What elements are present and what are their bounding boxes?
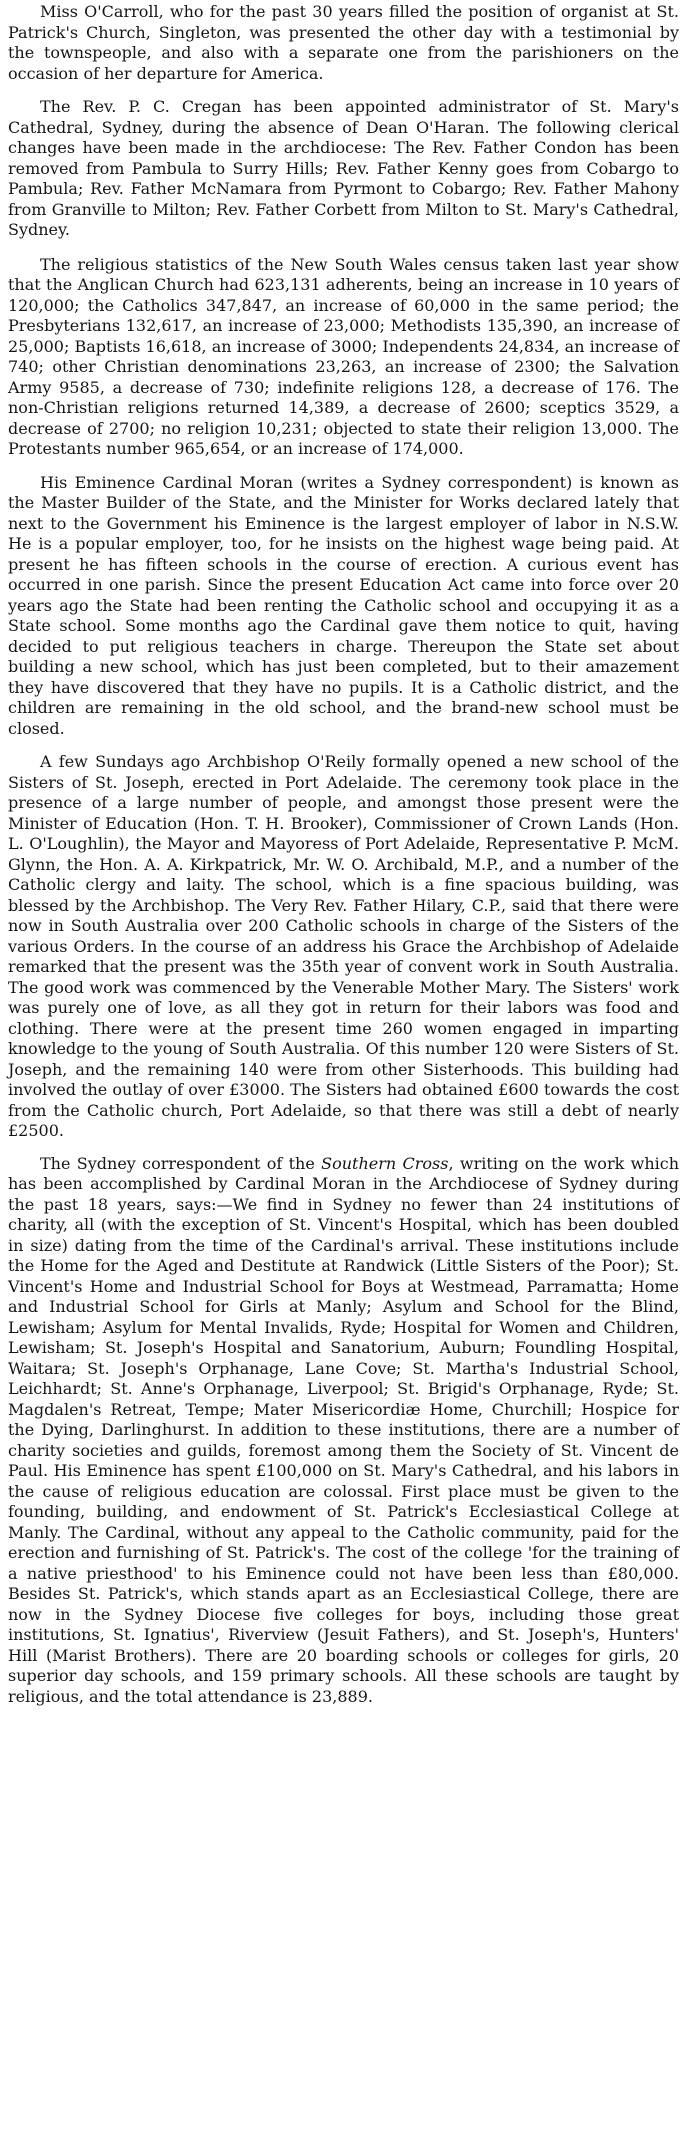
paragraph-intro-text: The Sydney correspondent of the [40,1153,322,1173]
paragraph-port-adelaide-school: A few Sundays ago Archbishop O'Reily formally opened a new school of the Sisters of St. Joseph, erected in Port Adelaide. The ceremony took place in the presence of a large number of people, and amongst those present were the Minister of Education (Hon. T. H. Brooker), Commissioner of Crown Lands (Hon. L. O'Loughlin), the Mayor and Mayoress of Port Adelaide, Representative P. McM. Glynn, the Hon. A. A. Kirkpatrick, Mr. W. O. Archibald, M.P., and a number of the Catholic clergy and laity. The school, which is a fine spacious building, was blessed by the Archbishop. The Very Rev. Father Hilary, C.P., said that there were now in South Australia over 200 Catholic schools in charge of the Sisters of the various Orders. In the course of an address his Grace the Archbishop of Adelaide remarked that the present was the 35th year of convent work in South Australia. The good work was commenced by the Venerable Mother Mary. The Sisters' work was purely one of love, as all they got in return for their labors was food and clothing. There were at the present time 260 women engaged in imparting knowledge to the young of South Australia. Of this number 120 were Sisters of St. Joseph, and the remaining 140 were from other Sisterhoods. This building had involved the outlay of over £3000. The Sisters had obtained £600 towards the cost from the Catholic church, Port Adelaide, so that there was still a debt of nearly £2500. [8,752,679,1140]
paragraph-body-text: , writing on the work which has been accomplished by Cardinal Moran in the Archdiocese of Sydney during the past 18 years, says:—We find in Sydney no fewer than 24 institutions of charity, all (with the exception of St. Vincent's Hospital, which has been doubled in size) dating from the time of the Cardinal's arrival. These institutions include the Home for the Aged and Destitute at Randwick (Little Sisters of the Poor); St. Vincent's Home and Industrial School for Boys at Westmead, Parramatta; Home and Industrial School for Girls at Manly; Asylum and School for the Blind, Lewisham; Asylum for Mental Invalids, Ryde; Hospital for Women and Children, Lewisham; St. Joseph's Hospital and Sanatorium, Auburn; Foundling Hospital, Waitara; St. Joseph's Orphanage, Lane Cove; St. Martha's Industrial School, Leichhardt; St. Anne's Orphanage, Liverpool; St. Brigid's Orphanage, Ryde; St. Magdalen's Retreat, Tempe; Mater Misericordiæ Home, Churchill; Hospice for the Dying, Darlinghurst. In addition to these institutions, there are a number of charity societies and guilds, foremost among them the Society of St. Vincent de Paul. His Eminence has spent £100,000 on St. Mary's Cathedral, and his labors in the cause of religious education are colossal. First place must be given to the founding, building, and endowment of St. Patrick's Ecclesiastical College at Manly. The Cardinal, without any appeal to the Catholic community, paid for the erection and furnishing of St. Patrick's. The cost of the college 'for the training of a native priesthood' to his Eminence could not have been less than £80,000. Besides St. Patrick's, which stands apart as an Ecclesiastical College, there are now in the Sydney Diocese five colleges for boys, including those great institutions, St. Ignatius', Riverview (Jesuit Fathers), and St. Joseph's, Hunters' Hill (Marist Brothers). There are 20 boarding schools or colleges for girls, 20 superior day schools, and 159 primary schools. All these schools are taught by religious, and the total attendance is 23,889. [8,1153,679,1706]
paragraph-sydney-institutions [8,1154,679,1708]
paragraph-cardinal-moran-builder: His Eminence Cardinal Moran (writes a Sydney correspondent) is known as the Master Builder of the State, and the Minister for Works declared lately that next to the Government his Eminence is the largest employer of labor in N.S.W. He is a popular employer, too, for he insists on the highest wage being paid. At present he has fifteen schools in the course of erection. A curious event has occurred in one parish. Since the present Education Act came into force over 20 years ago the State had been renting the Catholic school and occupying it as a State school. Some months ago the Cardinal gave them notice to quit, having decided to put religious teachers in charge. Thereupon the State set about building a new school, which has just been completed, but to their amazement they have discovered that they have no pupils. It is a Catholic district, and the children are remaining in the old school, and the brand-new school must be closed. [8,472,679,738]
newspaper-title-southern-cross: Southern Cross [321,1153,449,1173]
paragraph-clerical-changes: The Rev. P. C. Cregan has been appointed administrator of St. Mary's Cathedral, Sydney, during the absence of Dean O'Haran. The following clerical changes have been made in the archdiocese: The Rev. Father Condon has been removed from Pambula to Surry Hills; Rev. Father Kenny goes from Cobargo to Pambula; Rev. Father McNamara from Pyrmont to Cobargo; Rev. Father Mahony from Granville to Milton; Rev. Father Corbett from Milton to St. Mary's Cathedral, Sydney. [8,97,679,239]
paragraph-organist-testimonial: Miss O'Carroll, who for the past 30 years filled the position of organist at St. Patrick's Church, Singleton, was presented the other day with a testimonial by the townspeople, and also with a separate one from the parishioners on the occasion of her departure for America. [8,2,679,83]
paragraph-religious-statistics: The religious statistics of the New South Wales census taken last year show that the Anglican Church had 623,131 adherents, being an increase in 10 years of 120,000; the Catholics 347,847, an increase of 60,000 in the same period; the Presbyterians 132,617, an increase of 23,000; Methodists 135,390, an increase of 25,000; Baptists 16,618, an increase of 3000; Independents 24,834, an increase of 740; other Christian denominations 23,263, an increase of 2300; the Salvation Army 9585, a decrease of 730; indefinite religions 128, a decrease of 176. The non-Christian religions returned 14,389, a decrease of 2600; sceptics 3529, a decrease of 2700; no religion 10,231; objected to state their religion 13,000. The Protestants number 965,654, or an increase of 174,000. [8,254,679,458]
article-column [8,2,679,1707]
